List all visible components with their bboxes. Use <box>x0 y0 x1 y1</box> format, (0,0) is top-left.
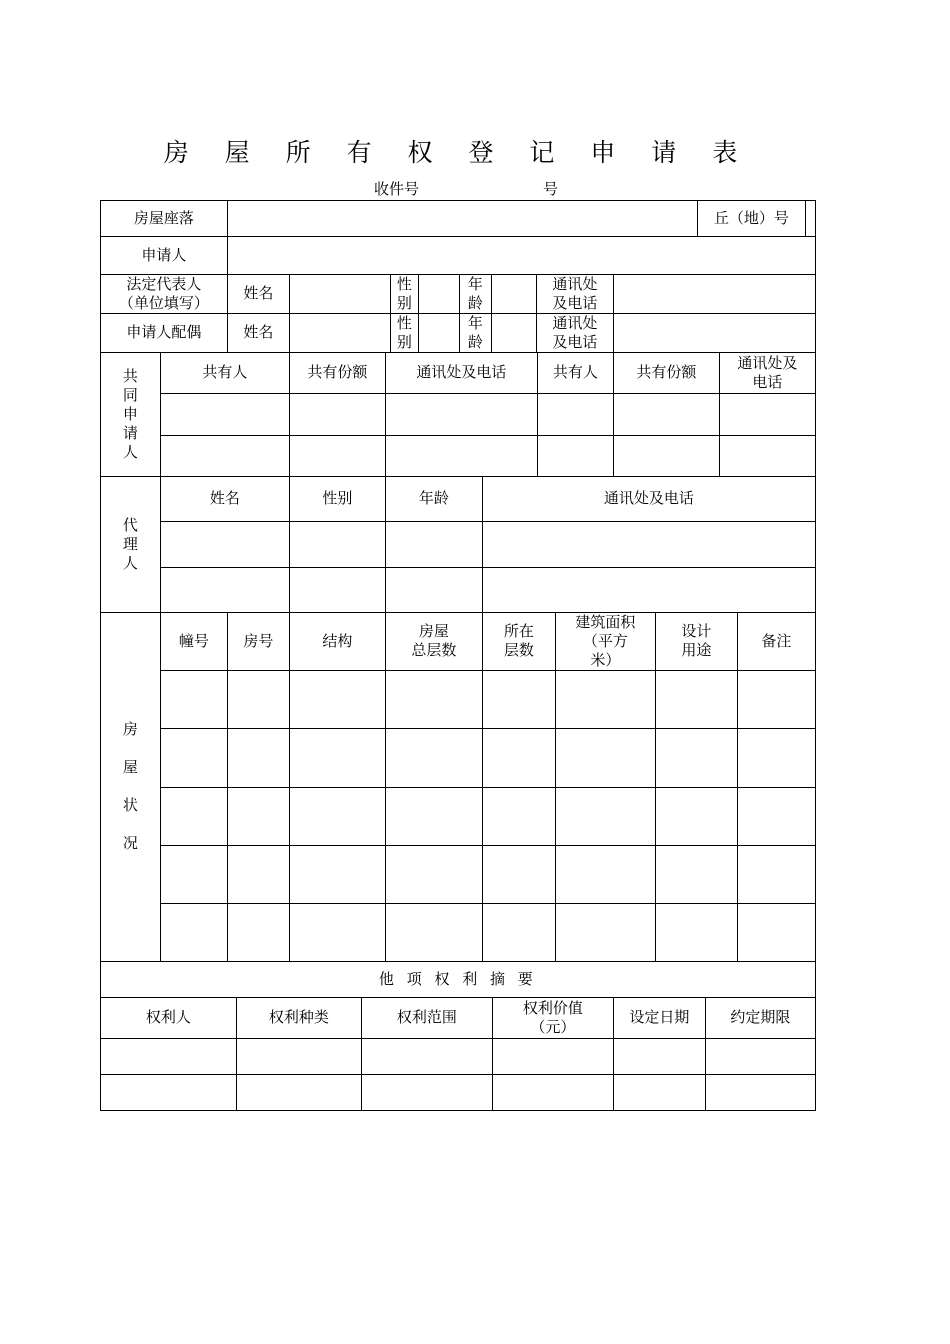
vertical-label-char: 申 <box>122 404 138 423</box>
legal-rep-gender-label: 性 别 <box>390 274 419 314</box>
house-input-cell[interactable] <box>289 845 386 904</box>
house-status-label[interactable] <box>100 612 161 962</box>
receipt-number-label: 收件号 <box>374 180 420 198</box>
agent-input-cell[interactable] <box>482 521 816 568</box>
house-input-cell[interactable] <box>160 670 228 729</box>
location-label: 房屋座落 <box>100 200 228 237</box>
house-input-cell[interactable] <box>160 728 228 788</box>
house-input-cell[interactable] <box>227 787 290 846</box>
house-input-cell[interactable] <box>227 845 290 904</box>
house-input-cell[interactable] <box>482 845 556 904</box>
co-applicants-input-cell[interactable] <box>537 393 614 436</box>
other-rights-input-cell[interactable] <box>705 1038 816 1075</box>
house-input-cell[interactable] <box>289 728 386 788</box>
co-applicants-input-cell[interactable] <box>160 435 290 477</box>
agent-input-cell[interactable] <box>482 567 816 613</box>
other-rights-input-cell[interactable] <box>492 1038 614 1075</box>
house-input-cell[interactable] <box>289 787 386 846</box>
other-rights-header: 约定期限 <box>705 997 816 1039</box>
form-title: 房 屋 所 有 权 登 记 申 请 表 <box>163 138 752 167</box>
other-rights-input-cell[interactable] <box>705 1074 816 1111</box>
agent-input-cell[interactable] <box>385 567 483 613</box>
agent-label[interactable] <box>100 476 161 613</box>
other-rights-input-cell[interactable] <box>613 1038 706 1075</box>
house-input-cell[interactable] <box>160 845 228 904</box>
location-input[interactable] <box>227 200 698 237</box>
other-rights-input-cell[interactable] <box>236 1074 362 1111</box>
co-applicants-header: 共有份额 <box>289 352 386 394</box>
vertical-label-char: 人 <box>122 442 138 461</box>
agent-header: 年龄 <box>385 476 483 522</box>
house-header: 建筑面积 （平方 米） <box>555 612 656 671</box>
other-rights-header: 权利种类 <box>236 997 362 1039</box>
legal-rep-label: 法定代表人 （单位填写） <box>100 274 228 314</box>
other-rights-input-cell[interactable] <box>361 1074 493 1111</box>
co-applicants-input-cell[interactable] <box>385 393 538 436</box>
co-applicants-header: 共有人 <box>537 352 614 394</box>
legal-rep-contact-input[interactable] <box>613 274 816 314</box>
spouse-age-label: 年 龄 <box>459 313 492 353</box>
house-input-cell[interactable] <box>555 728 656 788</box>
spouse-gender-label: 性 别 <box>390 313 419 353</box>
house-input-cell[interactable] <box>160 903 228 962</box>
vertical-label-char: 理 <box>122 534 138 553</box>
house-header: 设计 用途 <box>655 612 738 671</box>
co-applicants-input-cell[interactable] <box>613 435 720 477</box>
vertical-label-char: 共 <box>122 366 138 385</box>
spouse-age-input[interactable] <box>491 313 537 353</box>
vertical-label-char: 屋 <box>122 758 138 777</box>
agent-input-cell[interactable] <box>160 521 290 568</box>
parcel-number-label: 丘（地）号 <box>697 200 806 237</box>
house-input-cell[interactable] <box>737 787 816 846</box>
house-header: 备注 <box>737 612 816 671</box>
legal-rep-age-label: 年 龄 <box>459 274 492 314</box>
other-rights-title: 他 项 权 利 摘 要 <box>100 961 816 998</box>
house-input-cell[interactable] <box>737 670 816 729</box>
other-rights-header: 权利人 <box>100 997 237 1039</box>
spouse-contact-input[interactable] <box>613 313 816 353</box>
house-input-cell[interactable] <box>227 903 290 962</box>
co-applicants-input-cell[interactable] <box>289 393 386 436</box>
house-input-cell[interactable] <box>555 787 656 846</box>
house-input-cell[interactable] <box>737 903 816 962</box>
house-header: 房号 <box>227 612 290 671</box>
co-applicants-input-cell[interactable] <box>613 393 720 436</box>
house-input-cell[interactable] <box>737 728 816 788</box>
agent-input-cell[interactable] <box>385 521 483 568</box>
agent-input-cell[interactable] <box>160 567 290 613</box>
house-input-cell[interactable] <box>227 670 290 729</box>
vertical-label-char: 同 <box>122 385 138 404</box>
spouse-label: 申请人配偶 <box>100 313 228 353</box>
house-input-cell[interactable] <box>555 845 656 904</box>
co-applicants-header: 共有人 <box>160 352 290 394</box>
agent-input-cell[interactable] <box>289 567 386 613</box>
vertical-label-char: 状 <box>122 796 138 815</box>
co-applicants-input-cell[interactable] <box>385 435 538 477</box>
other-rights-input-cell[interactable] <box>613 1074 706 1111</box>
co-applicants-header: 共有份额 <box>613 352 720 394</box>
house-header: 结构 <box>289 612 386 671</box>
house-input-cell[interactable] <box>289 670 386 729</box>
other-rights-header: 权利价值 （元） <box>492 997 614 1039</box>
agent-header: 姓名 <box>160 476 290 522</box>
agent-header: 通讯处及电话 <box>482 476 816 522</box>
co-applicants-input-cell[interactable] <box>160 393 290 436</box>
house-input-cell[interactable] <box>482 903 556 962</box>
house-input-cell[interactable] <box>482 670 556 729</box>
house-input-cell[interactable] <box>385 670 483 729</box>
co-applicants-input-cell[interactable] <box>289 435 386 477</box>
co-applicants-input-cell[interactable] <box>537 435 614 477</box>
co-applicants-label[interactable] <box>100 352 161 477</box>
other-rights-input-cell[interactable] <box>236 1038 362 1075</box>
co-applicants-header: 通讯处及电话 <box>385 352 538 394</box>
house-input-cell[interactable] <box>482 728 556 788</box>
vertical-label-char: 代 <box>122 515 138 534</box>
parcel-number-input[interactable] <box>805 200 816 237</box>
legal-rep-name-label: 姓名 <box>227 274 290 314</box>
house-input-cell[interactable] <box>385 787 483 846</box>
house-header: 房屋 总层数 <box>385 612 483 671</box>
other-rights-input-cell[interactable] <box>492 1074 614 1111</box>
co-applicants-header: 通讯处及 电话 <box>719 352 816 394</box>
other-rights-header: 权利范围 <box>361 997 493 1039</box>
legal-rep-name-input[interactable] <box>289 274 391 314</box>
house-input-cell[interactable] <box>655 728 738 788</box>
other-rights-input-cell[interactable] <box>100 1038 237 1075</box>
spouse-name-label: 姓名 <box>227 313 290 353</box>
house-input-cell[interactable] <box>655 670 738 729</box>
legal-rep-age-input[interactable] <box>491 274 537 314</box>
agent-header: 性别 <box>289 476 386 522</box>
house-input-cell[interactable] <box>655 903 738 962</box>
house-input-cell[interactable] <box>555 670 656 729</box>
spouse-gender-input[interactable] <box>418 313 460 353</box>
house-input-cell[interactable] <box>289 903 386 962</box>
house-input-cell[interactable] <box>385 728 483 788</box>
applicant-label: 申请人 <box>100 236 228 275</box>
applicant-input[interactable] <box>227 236 816 275</box>
spouse-contact-label: 通讯处 及电话 <box>536 313 614 353</box>
house-input-cell[interactable] <box>655 845 738 904</box>
other-rights-input-cell[interactable] <box>100 1074 237 1111</box>
other-rights-input-cell[interactable] <box>361 1038 493 1075</box>
house-input-cell[interactable] <box>737 845 816 904</box>
house-input-cell[interactable] <box>160 787 228 846</box>
legal-rep-gender-input[interactable] <box>418 274 460 314</box>
legal-rep-contact-label: 通讯处 及电话 <box>536 274 614 314</box>
vertical-label-char: 房 <box>122 720 138 739</box>
house-input-cell[interactable] <box>227 728 290 788</box>
co-applicants-input-cell[interactable] <box>719 393 816 436</box>
other-rights-header: 设定日期 <box>613 997 706 1039</box>
house-input-cell[interactable] <box>555 903 656 962</box>
house-input-cell[interactable] <box>655 787 738 846</box>
house-header: 幢号 <box>160 612 228 671</box>
agent-input-cell[interactable] <box>289 521 386 568</box>
receipt-number-suffix: 号 <box>543 180 559 198</box>
vertical-label-char: 人 <box>122 553 138 572</box>
house-input-cell[interactable] <box>482 787 556 846</box>
house-input-cell[interactable] <box>385 903 483 962</box>
vertical-label-char: 请 <box>122 423 138 442</box>
co-applicants-input-cell[interactable] <box>719 435 816 477</box>
spouse-name-input[interactable] <box>289 313 391 353</box>
house-header: 所在 层数 <box>482 612 556 671</box>
house-input-cell[interactable] <box>385 845 483 904</box>
vertical-label-char: 况 <box>122 834 138 853</box>
